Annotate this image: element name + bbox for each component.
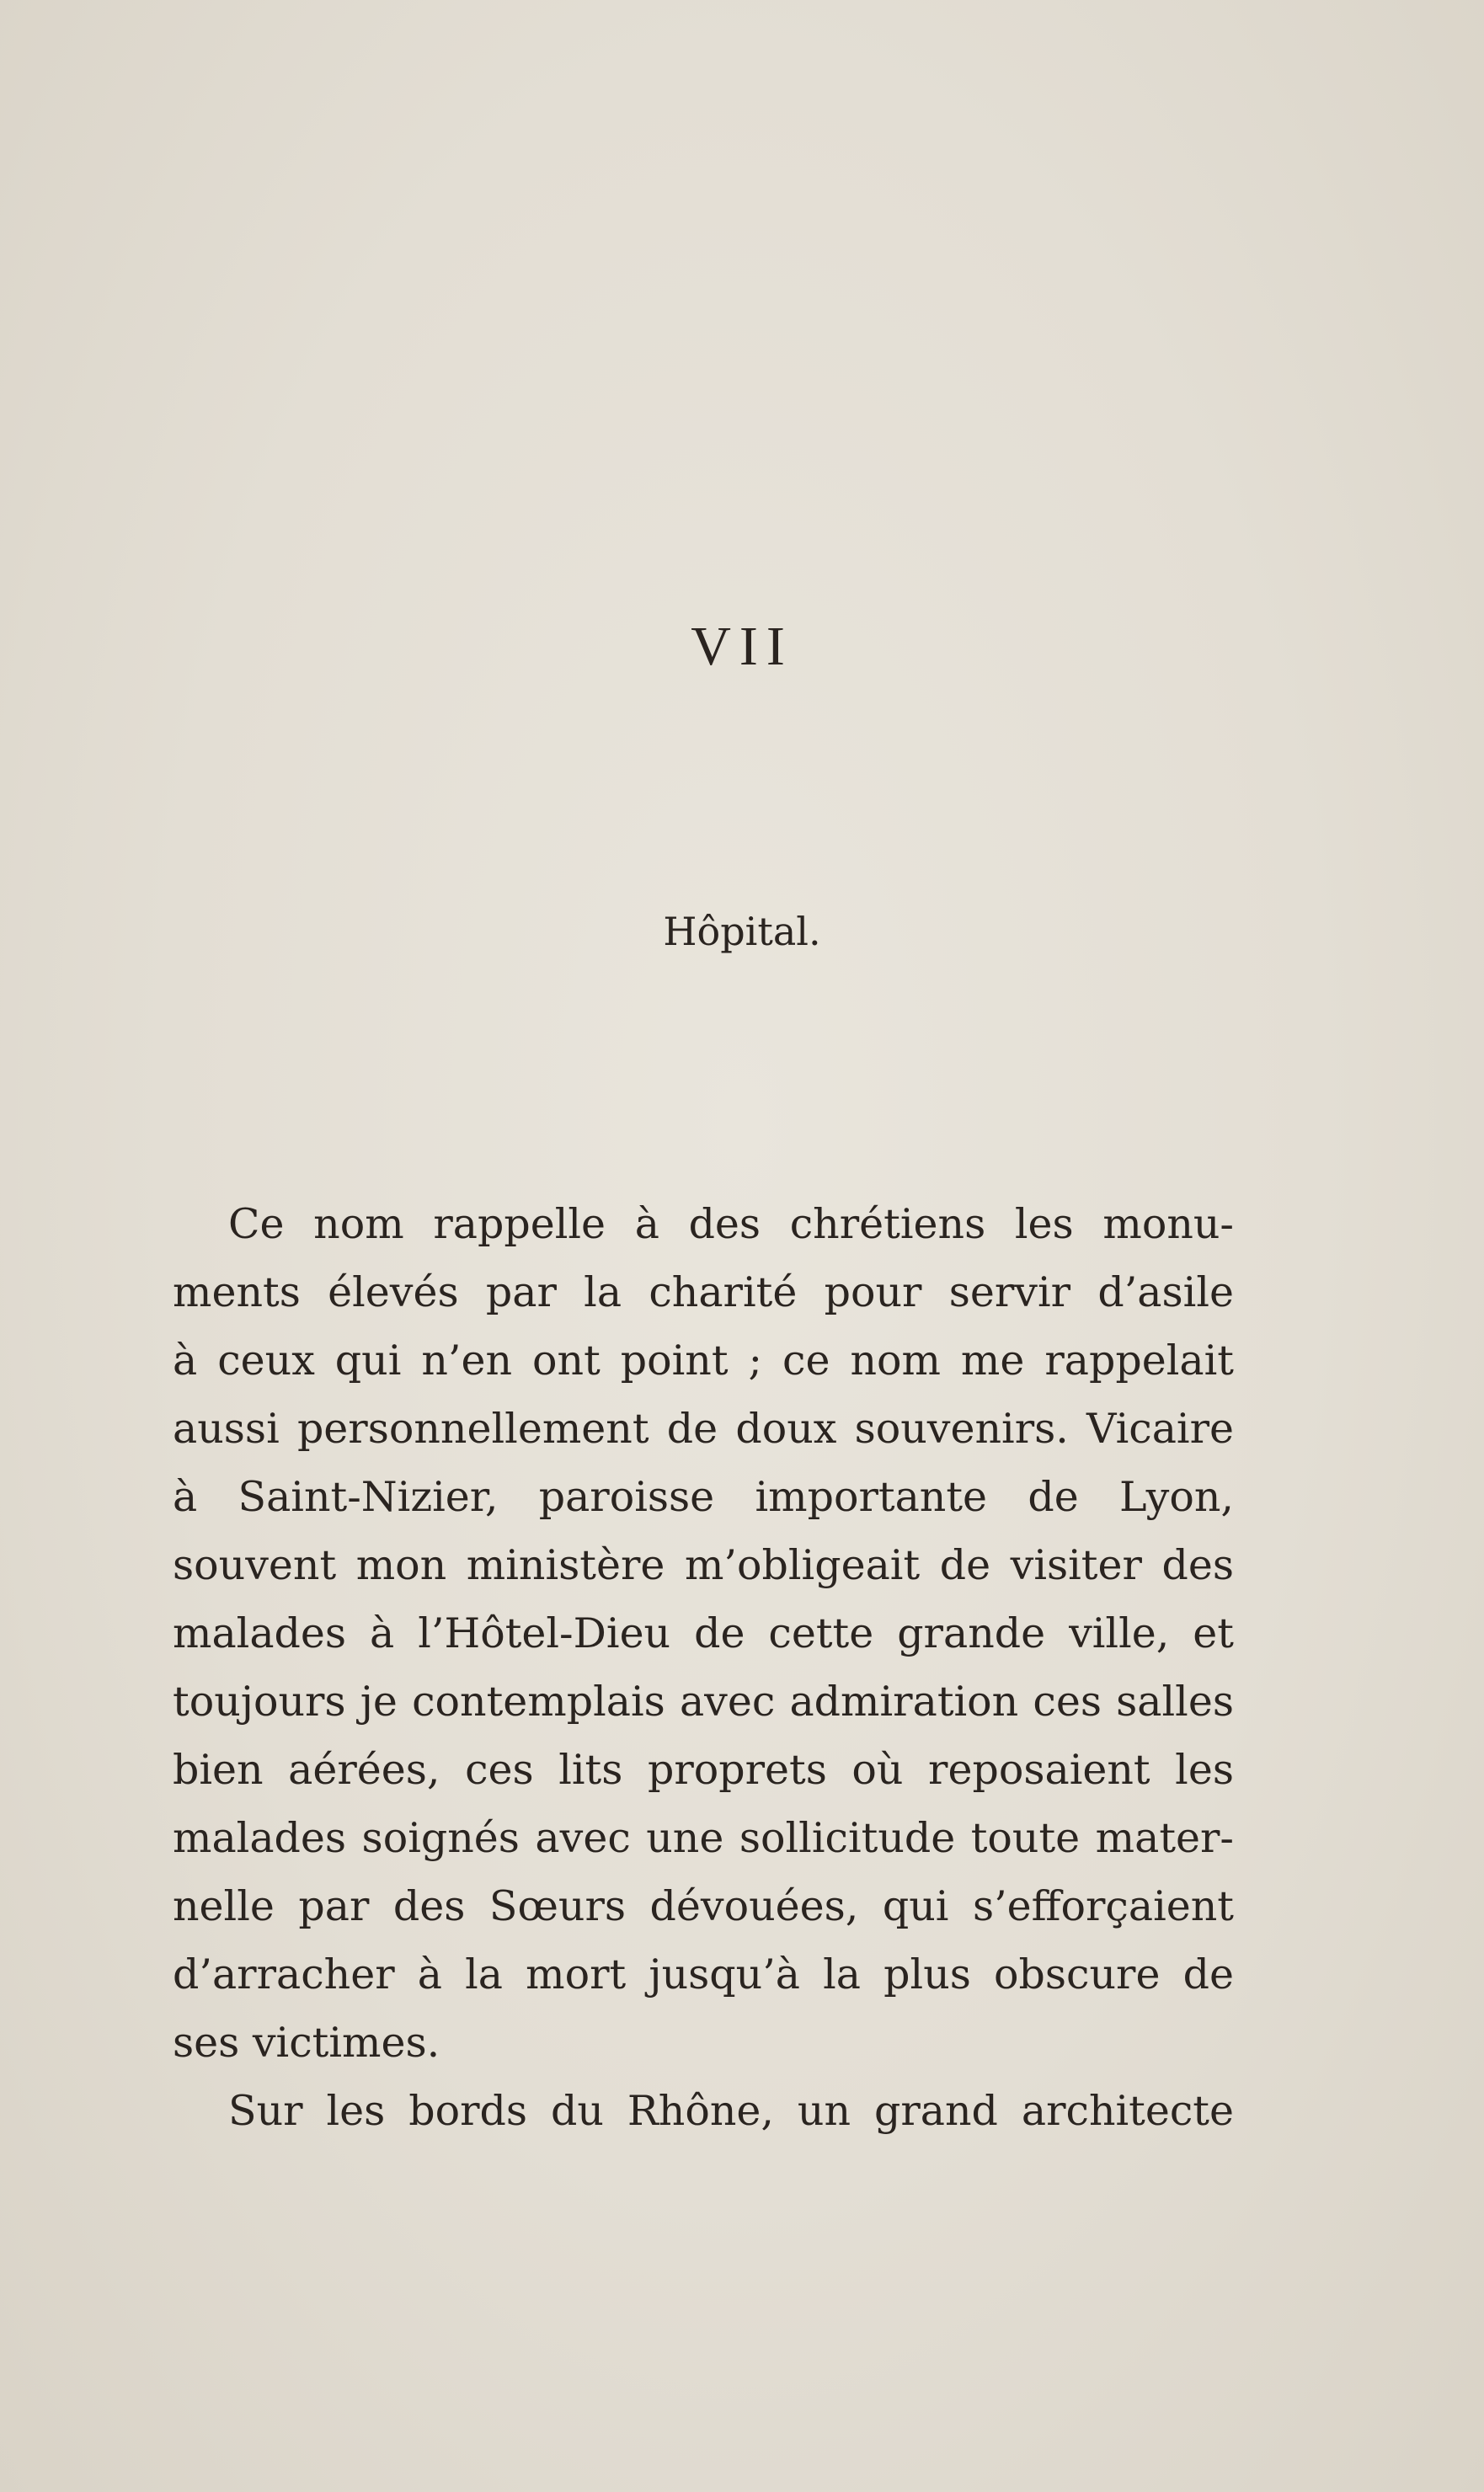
text-line: nelle par des Sœurs dévouées, qui s’efforçaient (173, 1882, 1234, 1930)
text-line: toujours je contemplais avec admiration ces salles (173, 1678, 1234, 1726)
chapter-title: Hôpital. (663, 909, 821, 954)
text-line: ses victimes. (173, 2019, 440, 2067)
text-line: malades à l’Hôtel-Dieu de cette grande ville, et (173, 1609, 1234, 1657)
chapter-number: VII (691, 616, 793, 677)
text-line: bien aérées, ces lits proprets où reposaient les (173, 1746, 1234, 1794)
text-line: d’arracher à la mort jusqu’à la plus obscure de (173, 1950, 1234, 1998)
text-line: ments élevés par la charité pour servir d’asile (173, 1268, 1234, 1316)
text-line: Ce nom rappelle à des chrétiens les monu- (228, 1200, 1234, 1248)
text-line: à Saint-Nizier, paroisse importante de Lyon, (173, 1473, 1234, 1521)
text-line: aussi personnellement de doux souvenirs. Vicaire (173, 1405, 1234, 1453)
text-line: souvent mon ministère m’obligeait de visiter des (173, 1541, 1234, 1589)
text-line: malades soignés avec une sollicitude toute mater- (173, 1814, 1234, 1862)
body-text (173, 1190, 1234, 2145)
text-line: à ceux qui n’en ont point ; ce nom me rappelait (173, 1337, 1234, 1385)
text-line: Sur les bords du Rhône, un grand architecte (228, 2087, 1234, 2135)
